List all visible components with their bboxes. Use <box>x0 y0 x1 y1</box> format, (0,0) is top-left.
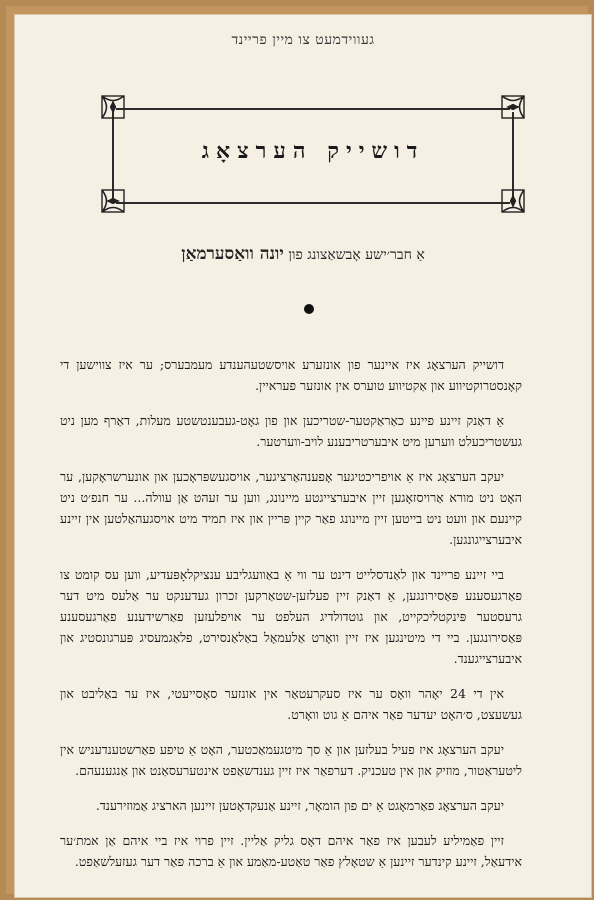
author-name: יונה וואַסערמאַן <box>181 244 284 264</box>
ornament-bottom-right-icon <box>496 184 530 218</box>
page <box>14 14 592 898</box>
border-bottom <box>116 202 510 204</box>
paragraph: אין די 24 יאָהר וואָס ער איז סעקרעטאַר אין אונזער סאָסייעטי, איז ער באַליבט און געשעצט, ס׳האָט יעדער פאַר איהם אַ גוט וואָרט. <box>60 686 522 722</box>
paragraph: זיין פאַמיליע לעבען איז פאַר איהם דאָס גליק אַליין. זיין פרוי איז ביי איהם אַן אמת׳ער אידעאַל, זיינע קינדער זיינען אַ שטאָלץ פאַר טאַטע-מאַמע און אַ ברכה פאַר דער געזעלשאַפט. <box>60 833 522 869</box>
ornament-top-left-icon <box>96 90 130 124</box>
paragraph: דושייק הערצאָג איז איינער פון אונזערע אויסשטעהענדע מעמבערס; ער איז צווישען די קאָנסטרוקטיווע און אַקטיווע טוערס אין אונזער פעראיין. <box>60 357 522 393</box>
subtitle <box>14 244 592 264</box>
title-box <box>104 100 522 212</box>
border-top <box>116 108 510 110</box>
separator-dot-icon <box>304 304 314 314</box>
subtitle-prefix: אַ חבר׳ישע אָבשאַצונג פון <box>288 247 425 263</box>
page-title: דושייק הערצאָג <box>201 138 425 164</box>
paragraph: יעקב הערצאָג פאַרמאָגט אַ ים פון הומאָר, זיינע אַנעקדאָטען זיינען הארציג אַמוזירענד. <box>95 798 504 813</box>
article-body <box>60 354 522 886</box>
paragraph: ביי זיינע פריינד און לאַנדסלייט דינט ער ווי אַ באַוועגליבע ענציקלאָפּעדיע, ווען עס קומט צו פאַרגעסענע פּאַסירונגען, אַ דאַנק זיין פעלזען-שטאַרקען זכרון געדענקט ער אַלעס מיט דער גרעסטער פּינקטליכקייט, און גוטדולדיג העלפט ער אויפלעזען פאַרשידענע פאַרגעסענע פּאַסירונגען. ביי די מיטינגען איז זיין וואָרט אַלעמאָל באַלאַנסירט, פלאַגמעסיג פּערגונסטיג און איבערצייגענד. <box>60 567 522 666</box>
paragraph: יעקב הערצאָג איז אַ אויפריכטיגער אָפענהאַרציגער, אויסגעשפּראָכען און אונערשראָקען, ער האָט ניט מורא אַרויסזאָגען זיין איבערצייגטע מיינונג, ווען ער זעהט אַן עוולה... ער חנפ׳ט ניט קיינעם און וועט ניט בייטען זיין מיינונג פאַר קיין פּריין און איז תמיד מיט אויסגעהאַלטען אין זיינע איבערצייגונגען. <box>60 469 522 547</box>
ornament-bottom-left-icon <box>96 184 130 218</box>
ornament-top-right-icon <box>496 90 530 124</box>
dedication-header: געווידמעט צו מיין פריינד <box>231 32 375 48</box>
paragraph: אַ דאַנק זיינע פיינע כאַראַקטער-שטריכען און פון גאָט-געבענטשטע מעלות, דאַרף מען ניט געשטריכעלט ווערען מיט איבערטריבענע לויב-ווערטער. <box>60 413 522 449</box>
paragraph: יעקב הערצאָג איז פעיל בעלזען און אַ סך מיטגעמאַכטער, האָט אַ טיפע פאַרשטענדעניש אין ליטעראַטור, מוזיק און אין טעכניק. דערפאַר איז זיין גענדשאַפט אינטערעסאַנט און אַנגענעהם. <box>60 742 522 778</box>
